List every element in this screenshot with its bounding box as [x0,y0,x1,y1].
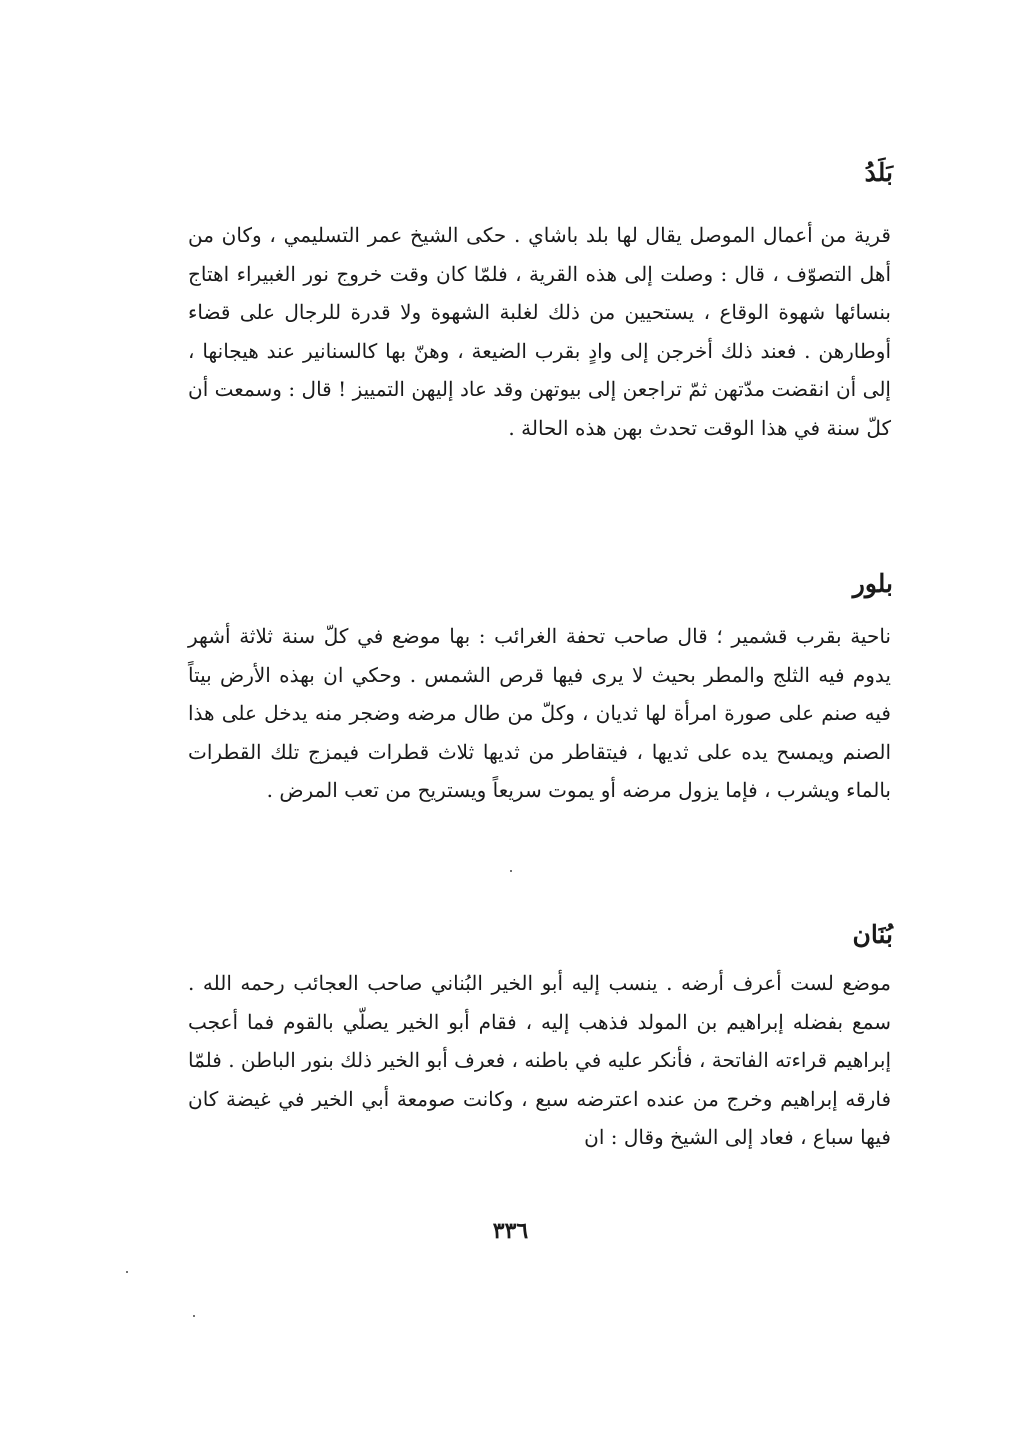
entry-title-bunan: بُنَان [852,920,893,949]
entry-body-balad: قرية من أعمال الموصل يقال لها بلد باشاي . حكى الشيخ عمر التسليمي ، وكان من أهل التصوّف ، قال : وصلت إلى هذه القرية ، فلمّا كان وقت خروج نور الغبيراء اهتاج بنسائها شهوة الوقاع ، يستحيين من ذلك لغلبة الشهوة ولا قدرة للرجال على قضاء أوطارهن . فعند ذلك أخرجن إلى وادٍ بقرب الضيعة ، وهنّ بها كالسنانير عند هيجانها ، إلى أن انقضت مدّتهن ثمّ تراجعن إلى بيوتهن وقد عاد إليهن التمييز ! قال : وسمعت أن كلّ سنة في هذا الوقت تحدث بهن هذه الحالة . [188,223,891,440]
scan-speck [510,870,512,872]
scan-speck [193,1315,195,1317]
scan-speck [126,1271,128,1273]
page-number: ٣٣٦ [492,1218,529,1244]
entry-title-balad: بَلَدُ [864,158,893,187]
entry-body-bulur: ناحية بقرب قشمير ؛ قال صاحب تحفة الغرائب : بها موضع في كلّ سنة ثلاثة أشهر يدوم فيه الثلج والمطر بحيث لا يرى فيها قرص الشمس . وحكي ان بهذه الأرض بيتاً فيه صنم على صورة امرأة لها ثديان ، وكلّ من طال مرضه وضجر منه يدخل على هذا الصنم ويمسح يده على ثديها ، فيتقاطر من ثديها ثلاث قطرات فيمزج تلك القطرات بالماء ويشرب ، فإما يزول مرضه أو يموت سريعاً ويستريح من تعب المرض . [188,624,891,802]
entry-body-bunan: موضع لست أعرف أرضه . ينسب إليه أبو الخير البُناني صاحب العجائب رحمه الله . سمع بفضله إبراهيم بن المولد فذهب إليه ، فقام أبو الخير يصلّي بالقوم فما أعجب إبراهيم قراءته الفاتحة ، فأنكر عليه في باطنه ، فعرف أبو الخير ذلك بنور الباطن . فلمّا فارقه إبراهيم وخرج من عنده اعترضه سبع ، وكانت صومعة أبي الخير في غيضة كان فيها سباع ، فعاد إلى الشيخ وقال : ان [188,971,892,1149]
entry-title-bulur: بلور [852,569,893,598]
